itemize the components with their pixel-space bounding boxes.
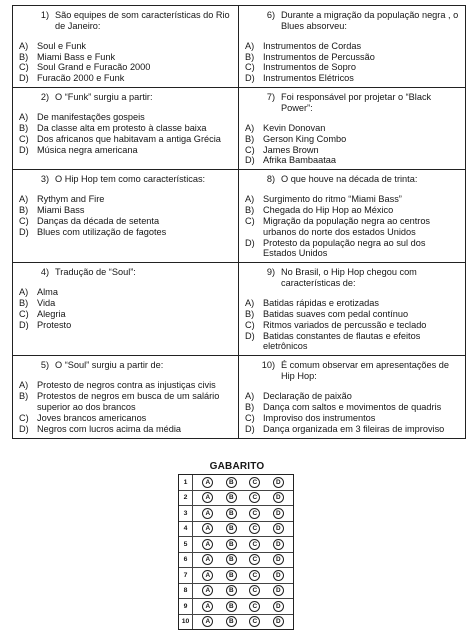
option-letter: D) bbox=[245, 155, 255, 166]
question-text: Durante a migração da população negra , o Blues absorveu: bbox=[281, 10, 459, 31]
option-text: Declaração de paixão bbox=[263, 391, 352, 402]
answer-option bbox=[245, 331, 459, 353]
answer-bubbles bbox=[193, 508, 293, 519]
question-cell bbox=[239, 6, 465, 87]
question-row bbox=[13, 356, 465, 437]
answer-bubbles bbox=[193, 477, 293, 488]
answer-option bbox=[245, 238, 459, 260]
answer-bubbles bbox=[193, 554, 293, 565]
answer-option bbox=[19, 194, 232, 205]
option-text: Da classe alta em protesto à classe baixa bbox=[37, 122, 207, 133]
question-prompt bbox=[19, 92, 232, 103]
answer-sheet-row bbox=[179, 475, 293, 491]
answer-sheet-number: 9 bbox=[179, 599, 193, 614]
question-row bbox=[13, 170, 465, 263]
option-letter: D) bbox=[19, 226, 29, 237]
option-letter: A) bbox=[245, 391, 255, 402]
answer-option bbox=[19, 52, 232, 63]
answer-sheet-number: 5 bbox=[179, 537, 193, 552]
option-letter: A) bbox=[19, 40, 29, 51]
option-letter: B) bbox=[245, 205, 255, 216]
option-text: Dos africanos que habitavam a antiga Grécia bbox=[37, 133, 221, 144]
option-letter: D) bbox=[245, 237, 255, 248]
question-prompt bbox=[19, 267, 232, 278]
option-text: Migração da população negra ao centros urbanos do norte dos estados Unidos bbox=[263, 215, 431, 237]
answer-option bbox=[245, 62, 459, 73]
answer-option bbox=[19, 287, 232, 298]
answer-option bbox=[19, 73, 232, 84]
question-prompt bbox=[19, 360, 232, 371]
answer-sheet-row bbox=[179, 615, 293, 630]
answer-option bbox=[245, 145, 459, 156]
option-text: Negros com lucros acima da média bbox=[37, 423, 181, 434]
option-letter: D) bbox=[245, 423, 255, 434]
question-row bbox=[13, 263, 465, 356]
answer-sheet-number: 8 bbox=[179, 584, 193, 599]
answer-bubble[interactable]: B bbox=[226, 523, 237, 534]
answer-bubble[interactable]: D bbox=[273, 616, 284, 627]
answer-option bbox=[19, 380, 232, 391]
question-number: 3) bbox=[40, 174, 49, 185]
question-cell bbox=[239, 263, 465, 355]
question-number: 1) bbox=[40, 10, 49, 20]
option-text: Instrumentos de Percussão bbox=[263, 51, 375, 62]
question-cell bbox=[13, 6, 239, 87]
answer-bubble[interactable]: D bbox=[273, 539, 284, 550]
option-text: Batidas rápidas e erotizadas bbox=[263, 298, 379, 309]
option-letter: D) bbox=[19, 319, 29, 330]
answer-bubble[interactable]: A bbox=[202, 492, 213, 503]
answer-bubble[interactable]: B bbox=[226, 492, 237, 503]
answer-option bbox=[19, 391, 232, 413]
answer-bubble[interactable]: D bbox=[273, 508, 284, 519]
option-letter: C) bbox=[245, 144, 255, 155]
option-letter: D) bbox=[19, 144, 29, 155]
option-text: Afrika Bambaataa bbox=[263, 155, 337, 166]
option-text: Rythym and Fire bbox=[37, 194, 105, 205]
answer-bubbles bbox=[193, 601, 293, 612]
question-text: Foi responsável por projetar o “Black Power”: bbox=[281, 92, 432, 114]
option-text: Blues com utilização de fagotes bbox=[37, 226, 167, 237]
option-letter: C) bbox=[19, 308, 29, 319]
answer-bubble[interactable]: B bbox=[226, 585, 237, 596]
answer-option bbox=[245, 320, 459, 331]
answer-bubble[interactable]: B bbox=[226, 554, 237, 565]
question-prompt bbox=[245, 360, 459, 382]
option-text: Dança com saltos e movimentos de quadris bbox=[263, 401, 442, 412]
option-text: Instrumentos Elétricos bbox=[263, 73, 354, 84]
answer-sheet-number: 3 bbox=[179, 506, 193, 521]
answer-option bbox=[245, 205, 459, 216]
answer-bubbles bbox=[193, 539, 293, 550]
option-letter: B) bbox=[19, 51, 29, 62]
option-letter: B) bbox=[19, 205, 29, 216]
answer-option bbox=[245, 298, 459, 309]
question-cell bbox=[13, 356, 239, 437]
question-number: 4) bbox=[40, 267, 49, 278]
option-letter: B) bbox=[19, 122, 29, 133]
answer-option bbox=[19, 41, 232, 52]
option-text: Miami Bass e Funk bbox=[37, 51, 116, 62]
answer-sheet bbox=[178, 474, 294, 630]
answer-bubble[interactable]: C bbox=[249, 570, 260, 581]
question-row bbox=[13, 88, 465, 170]
option-text: James Brown bbox=[263, 144, 319, 155]
option-letter: A) bbox=[245, 122, 255, 133]
question-prompt bbox=[19, 174, 232, 185]
answer-option bbox=[245, 134, 459, 145]
answer-bubble[interactable]: A bbox=[202, 477, 213, 488]
option-text: Instrumentos de Sopro bbox=[263, 62, 356, 73]
answer-bubble[interactable]: A bbox=[202, 616, 213, 627]
answer-bubble[interactable]: C bbox=[249, 585, 260, 596]
question-prompt bbox=[245, 92, 459, 114]
option-text: Batidas suaves com pedal contínuo bbox=[263, 308, 409, 319]
answer-sheet-number: 2 bbox=[179, 491, 193, 506]
answer-option bbox=[245, 402, 459, 413]
answer-option bbox=[19, 424, 232, 435]
option-letter: B) bbox=[19, 391, 29, 402]
answer-option bbox=[245, 52, 459, 63]
option-text: Alma bbox=[37, 287, 58, 298]
option-letter: D) bbox=[245, 73, 255, 84]
option-text: Chegada do Hip Hop ao México bbox=[263, 205, 394, 216]
answer-sheet-row bbox=[179, 491, 293, 507]
answer-sheet-number: 6 bbox=[179, 553, 193, 568]
option-letter: B) bbox=[245, 401, 255, 412]
question-number: 2) bbox=[40, 92, 49, 103]
option-letter: B) bbox=[245, 51, 255, 62]
question-prompt bbox=[245, 174, 459, 185]
answer-option bbox=[19, 320, 232, 331]
answer-sheet-number: 1 bbox=[179, 475, 193, 490]
option-letter: A) bbox=[19, 287, 29, 298]
answer-bubble[interactable]: B bbox=[226, 601, 237, 612]
answer-bubble[interactable]: A bbox=[202, 585, 213, 596]
answer-sheet-row bbox=[179, 506, 293, 522]
answer-bubbles bbox=[193, 616, 293, 627]
question-text: São equipes de som características do Rio de Janeiro: bbox=[55, 10, 230, 31]
option-text: Batidas constantes de flautas e efeitos eletrônicos bbox=[263, 330, 421, 352]
answer-option bbox=[19, 145, 232, 156]
option-text: Protesto de negros contra as injustiças civis bbox=[37, 380, 216, 391]
answer-bubble[interactable]: D bbox=[273, 554, 284, 565]
answer-option bbox=[245, 123, 459, 134]
question-number: 6) bbox=[266, 10, 275, 20]
option-text: Kevin Donovan bbox=[263, 122, 326, 133]
answer-bubble[interactable]: D bbox=[273, 523, 284, 534]
answer-option bbox=[245, 73, 459, 84]
answer-bubble[interactable]: C bbox=[249, 477, 260, 488]
question-cell bbox=[239, 170, 465, 262]
answer-bubble[interactable]: A bbox=[202, 554, 213, 565]
option-letter: D) bbox=[19, 73, 29, 84]
option-text: Dança organizada em 3 fileiras de improviso bbox=[263, 423, 445, 434]
answer-bubble[interactable]: C bbox=[249, 492, 260, 503]
option-text: Miami Bass bbox=[37, 205, 85, 216]
option-letter: B) bbox=[245, 133, 255, 144]
answer-option bbox=[19, 216, 232, 227]
option-letter: B) bbox=[19, 298, 29, 309]
answer-option bbox=[19, 123, 232, 134]
option-text: Protesto da população negra ao sul dos Estados Unidos bbox=[263, 237, 426, 259]
option-letter: A) bbox=[19, 194, 29, 205]
answer-option bbox=[19, 134, 232, 145]
answer-bubbles bbox=[193, 492, 293, 503]
question-text: O Hip Hop tem como características: bbox=[55, 174, 206, 185]
option-letter: C) bbox=[19, 133, 29, 144]
answer-bubble[interactable]: B bbox=[226, 570, 237, 581]
answer-bubble[interactable]: A bbox=[202, 601, 213, 612]
answer-bubble[interactable]: C bbox=[249, 523, 260, 534]
option-letter: A) bbox=[19, 380, 29, 391]
answer-sheet-row bbox=[179, 599, 293, 615]
answer-option bbox=[245, 413, 459, 424]
question-cell bbox=[13, 170, 239, 262]
answer-sheet-row bbox=[179, 584, 293, 600]
option-text: De manifestações gospeis bbox=[37, 112, 145, 123]
answer-bubble[interactable]: C bbox=[249, 508, 260, 519]
answer-option bbox=[19, 309, 232, 320]
option-letter: D) bbox=[245, 330, 255, 341]
option-letter: B) bbox=[245, 308, 255, 319]
question-cell bbox=[13, 263, 239, 355]
answer-bubble[interactable]: C bbox=[249, 539, 260, 550]
option-letter: C) bbox=[19, 215, 29, 226]
option-text: Gerson King Combo bbox=[263, 133, 347, 144]
option-text: Instrumentos de Cordas bbox=[263, 40, 362, 51]
question-number: 9) bbox=[266, 267, 275, 278]
question-text: No Brasil, o Hip Hop chegou com características de: bbox=[281, 267, 417, 289]
answer-bubble[interactable]: B bbox=[226, 539, 237, 550]
question-prompt bbox=[245, 10, 459, 32]
answer-bubble[interactable]: C bbox=[249, 616, 260, 627]
option-text: Furacão 2000 e Funk bbox=[37, 73, 125, 84]
question-row bbox=[13, 6, 465, 88]
option-text: Danças da década de setenta bbox=[37, 215, 160, 226]
answer-option bbox=[19, 413, 232, 424]
answer-option bbox=[19, 62, 232, 73]
question-cell bbox=[239, 88, 465, 169]
option-text: Soul e Funk bbox=[37, 40, 87, 51]
option-text: Soul Grand e Furacão 2000 bbox=[37, 62, 151, 73]
answer-option bbox=[245, 41, 459, 52]
option-text: Surgimento do ritmo “Miami Bass” bbox=[263, 194, 402, 205]
answer-bubble[interactable]: C bbox=[249, 554, 260, 565]
gabarito-title: GABARITO bbox=[209, 461, 265, 472]
answer-bubbles bbox=[193, 523, 293, 534]
answer-bubble[interactable]: B bbox=[226, 477, 237, 488]
question-prompt bbox=[19, 10, 232, 32]
option-text: Ritmos variados de percussão e teclado bbox=[263, 319, 427, 330]
answer-option bbox=[19, 112, 232, 123]
answer-sheet-number: 7 bbox=[179, 568, 193, 583]
question-number: 7) bbox=[266, 92, 275, 103]
answer-option bbox=[245, 424, 459, 435]
answer-bubble[interactable]: D bbox=[273, 570, 284, 581]
option-letter: A) bbox=[245, 298, 255, 309]
answer-bubble[interactable]: D bbox=[273, 477, 284, 488]
question-cell bbox=[239, 356, 465, 437]
answer-sheet-row bbox=[179, 553, 293, 569]
option-text: Vida bbox=[37, 298, 56, 309]
option-text: Música negra americana bbox=[37, 144, 138, 155]
question-prompt bbox=[245, 267, 459, 289]
answer-bubble[interactable]: A bbox=[202, 508, 213, 519]
answer-sheet-row bbox=[179, 568, 293, 584]
answer-option bbox=[245, 391, 459, 402]
option-letter: D) bbox=[19, 423, 29, 434]
answer-option bbox=[245, 216, 459, 238]
option-letter: A) bbox=[19, 112, 29, 123]
answer-option bbox=[245, 309, 459, 320]
answer-sheet-number: 10 bbox=[179, 615, 193, 630]
question-grid bbox=[12, 5, 466, 439]
question-number: 5) bbox=[40, 360, 49, 371]
question-number: 10) bbox=[261, 360, 275, 371]
answer-bubble[interactable]: B bbox=[226, 508, 237, 519]
question-number: 8) bbox=[266, 174, 275, 185]
option-letter: A) bbox=[245, 40, 255, 51]
question-text: O que houve na década de trinta: bbox=[281, 174, 418, 185]
answer-bubble[interactable]: D bbox=[273, 601, 284, 612]
option-text: Protestos de negros em busca de um salário superior ao dos brancos bbox=[37, 391, 220, 412]
answer-sheet-number: 4 bbox=[179, 522, 193, 537]
option-letter: C) bbox=[245, 319, 255, 330]
question-text: O “Soul” surgiu a partir de: bbox=[55, 360, 164, 371]
answer-option bbox=[19, 298, 232, 309]
answer-option bbox=[19, 227, 232, 238]
question-text: Tradução de “Soul”: bbox=[55, 267, 136, 278]
option-text: Joves brancos americanos bbox=[37, 412, 147, 423]
option-text: Protesto bbox=[37, 319, 72, 330]
option-letter: C) bbox=[19, 62, 29, 73]
option-letter: C) bbox=[245, 215, 255, 226]
option-text: Improviso dos instrumentos bbox=[263, 412, 376, 423]
answer-option bbox=[19, 205, 232, 216]
option-text: Alegria bbox=[37, 308, 66, 319]
answer-bubble[interactable]: D bbox=[273, 585, 284, 596]
answer-option bbox=[245, 155, 459, 166]
answer-bubble[interactable]: A bbox=[202, 523, 213, 534]
answer-option bbox=[245, 194, 459, 205]
question-text: É comum observar em apresentações de Hip Hop: bbox=[281, 360, 450, 382]
question-text: O “Funk” surgiu a partir: bbox=[55, 92, 153, 103]
answer-bubble[interactable]: B bbox=[226, 616, 237, 627]
answer-bubble[interactable]: A bbox=[202, 539, 213, 550]
option-letter: A) bbox=[245, 194, 255, 205]
answer-bubble[interactable]: D bbox=[273, 492, 284, 503]
answer-bubble[interactable]: C bbox=[249, 601, 260, 612]
option-letter: C) bbox=[245, 62, 255, 73]
answer-bubble[interactable]: A bbox=[202, 570, 213, 581]
option-letter: C) bbox=[19, 412, 29, 423]
answer-sheet-row bbox=[179, 522, 293, 538]
answer-bubbles bbox=[193, 570, 293, 581]
question-cell bbox=[13, 88, 239, 169]
option-letter: C) bbox=[245, 412, 255, 423]
answer-sheet-row bbox=[179, 537, 293, 553]
answer-bubbles bbox=[193, 585, 293, 596]
